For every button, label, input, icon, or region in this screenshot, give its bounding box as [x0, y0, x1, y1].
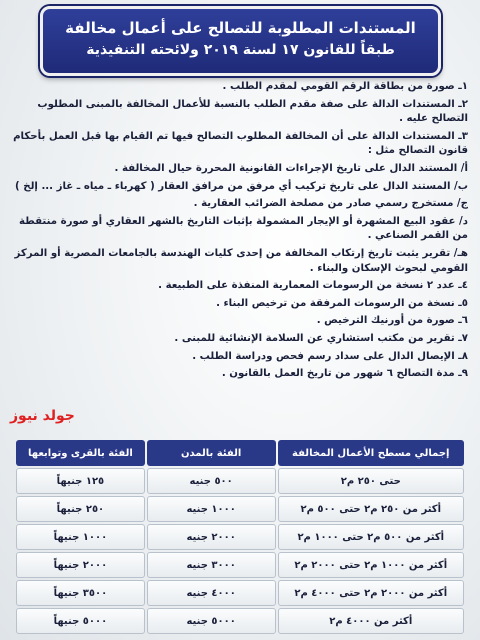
table-row	[16, 496, 464, 522]
list-item: ٤ـ عدد ٢ نسخة من الرسومات المعمارية المنفذة على الطبيعة .	[158, 280, 468, 292]
list-item: ٣ـ المستندات الدالة على أن المخالفة المطلوب التصالح فيها تم القيام بها قبل العمل بأحكام قانون التصالح مثل :	[13, 130, 468, 157]
list-item: ٩ـ مدة التصالح ٦ شهور من تاريخ العمل بالقانون .	[221, 368, 468, 380]
table-cell: أكثر من ٤٠٠٠ م٢	[278, 608, 464, 634]
table-cell: ٢٥٠ جنيهاً	[16, 496, 145, 522]
column-header: الفئة بالمدن	[147, 440, 276, 466]
table-cell: ٣٠٠٠ جنيه	[147, 552, 276, 578]
watermark-text: جولد نيوز	[10, 408, 75, 424]
table-cell: ٤٠٠٠ جنيه	[147, 580, 276, 606]
table-row	[16, 468, 464, 494]
list-item: ٥ـ نسخة من الرسومات المرفقة من ترخيص البناء .	[216, 297, 468, 309]
column-header: الفئة بالقرى وتوابعها	[16, 440, 145, 466]
list-item: هـ/ تقرير يثبت تاريخ إرتكاب المخالفة من إحدى كليات الهندسة بالجامعات المصرية أو المركز القومي لبحوث الإسكان والبناء .	[14, 247, 468, 274]
table-cell: ٥٠٠ جنيه	[147, 468, 276, 494]
title-line-1: المستندات المطلوبة للتصالح على أعمال مخالفة	[65, 19, 416, 37]
table-cell: ٢٠٠٠ جنيه	[147, 524, 276, 550]
column-header: إجمالي مسطح الأعمال المخالفة	[278, 440, 464, 466]
list-item: ٢ـ المستندات الدالة على صفة مقدم الطلب بالنسبة للأعمال المخالفة بالمبنى المطلوب التصالح عليه .	[37, 98, 468, 125]
table-row	[16, 552, 464, 578]
table-cell: ٥٠٠٠ جنيه	[147, 608, 276, 634]
title-banner	[40, 6, 441, 76]
list-item: ب/ المستند الدال على تاريخ تركيب أي مرفق من مرافق العقار ( كهرباء ـ مياه ـ غاز ... إلخ )	[15, 180, 468, 192]
list-item: ٦ـ صورة من أورنيك الترخيص .	[316, 315, 468, 327]
table-cell: ٢٠٠٠ جنيهاً	[16, 552, 145, 578]
table-cell: أكثر من ٢٠٠٠ م٢ حتى ٤٠٠٠ م٢	[278, 580, 464, 606]
list-item: د/ عقود البيع المشهرة أو الإيجار المشمولة بإثبات التاريخ بالشهر العقاري أو صورة منتقطة من القمر الصناعي .	[19, 215, 468, 242]
title-line-2: طبقاً للقانون ١٧ لسنة ٢٠١٩ ولائحته التنفيذية	[86, 42, 395, 58]
fees-table	[14, 438, 466, 636]
list-item: ١ـ صورة من بطاقة الرقم القومي لمقدم الطلب .	[222, 81, 468, 92]
requirements-list	[12, 80, 468, 385]
list-item: ٧ـ تقرير من مكتب استشاري عن السلامة الإنشائية للمبنى .	[174, 332, 468, 344]
table-cell: ٥٠٠٠ جنيهاً	[16, 608, 145, 634]
list-item: ٨ـ الإيصال الدال على سداد رسم فحص ودراسة الطلب .	[192, 350, 468, 362]
table-cell: أكثر من ٥٠٠ م٢ حتى ١٠٠٠ م٢	[278, 524, 464, 550]
table-row	[16, 524, 464, 550]
table-cell: ١٢٥ جنيهاً	[16, 468, 145, 494]
list-item: ج/ مستخرج رسمي صادر من مصلحة الضرائب العقارية .	[193, 198, 468, 210]
table-cell: ٣٥٠٠ جنيهاً	[16, 580, 145, 606]
list-item: أ/ المستند الدال على تاريخ الإجراءات القانونية المحررة حيال المخالفة .	[114, 162, 468, 174]
table-cell: أكثر من ٢٥٠ م٢ حتى ٥٠٠ م٢	[278, 496, 464, 522]
table-header-row	[16, 440, 464, 466]
table-row	[16, 608, 464, 634]
table-cell: حتى ٢٥٠ م٢	[278, 468, 464, 494]
table-cell: ١٠٠٠ جنيهاً	[16, 524, 145, 550]
table-cell: أكثر من ١٠٠٠ م٢ حتى ٢٠٠٠ م٢	[278, 552, 464, 578]
table-cell: ١٠٠٠ جنيه	[147, 496, 276, 522]
table-row	[16, 580, 464, 606]
